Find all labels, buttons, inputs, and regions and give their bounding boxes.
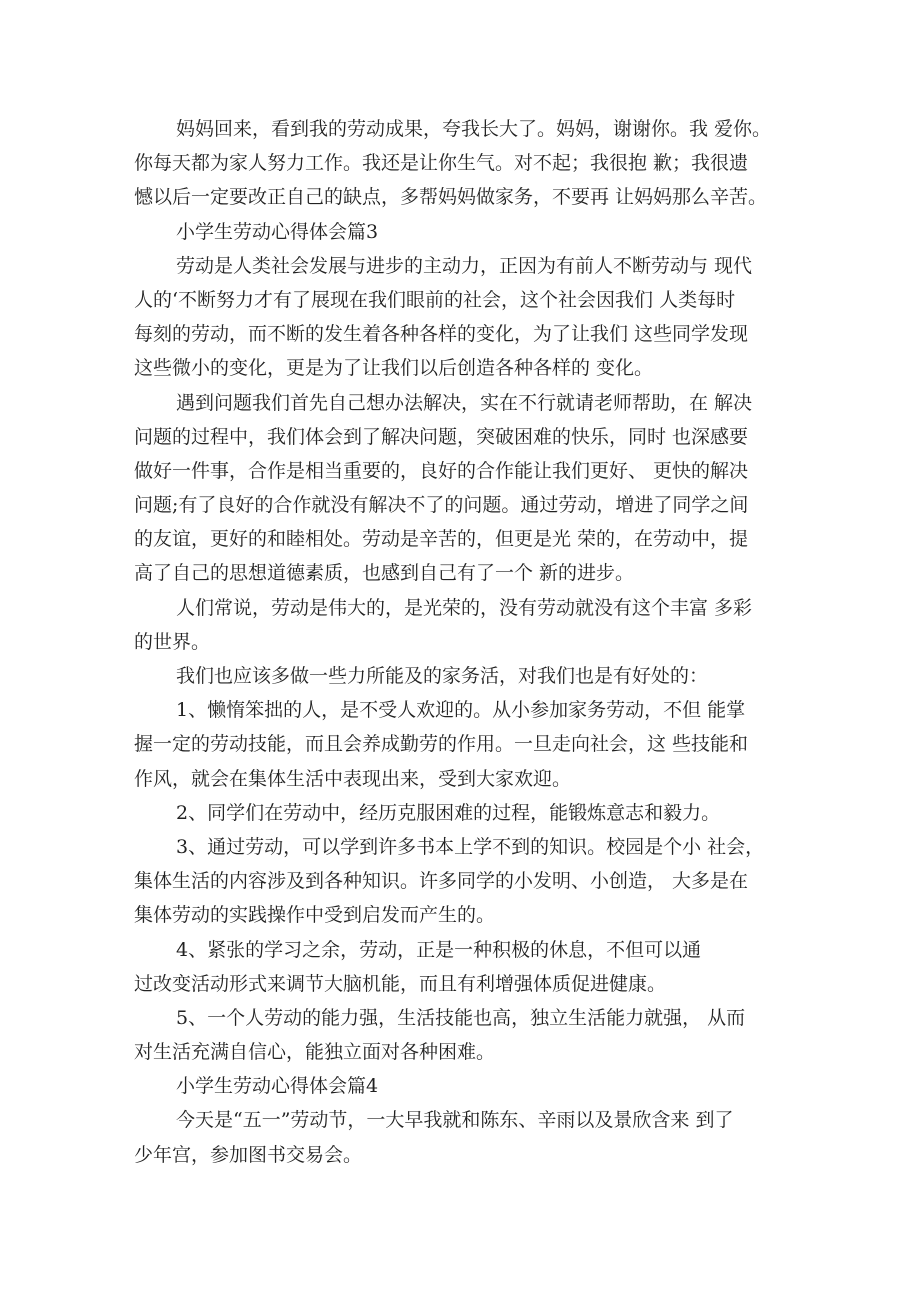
text-line: 集体生活的内容涉及到各种知识。许多同学的小发明、小创造， 大多是在 bbox=[134, 870, 749, 893]
list-item: 3、通过劳动，可以学到许多书本上学不到的知识。校园是个小 社会， bbox=[176, 835, 765, 858]
text-line: 过改变活动形式来调节大脑机能，而且有利增强体质促进健康。 bbox=[134, 972, 667, 995]
text-line: 你每天都为家人努力工作。我还是让你生气。对不起；我很抱 歉；我很遗 bbox=[134, 152, 749, 175]
document-body bbox=[134, 112, 814, 1172]
text-line: 这些微小的变化，更是为了让我们以后创造各种各样的 变化。 bbox=[134, 357, 654, 380]
text-line: 每刻的劳动，而不断的发生着各种各样的变化，为了让我们 这些同学发现 bbox=[134, 323, 749, 346]
text-line: 人的‘不断努力才有了展现在我们眼前的社会，这个社会因我们 人类每时 bbox=[134, 288, 736, 311]
text-line: 劳动是人类社会发展与进步的主动力，正因为有前人不断劳动与 现代 bbox=[176, 254, 753, 277]
text-line: 今天是“五一”劳动节，一大早我就和陈东、辛雨以及景欣含来 到了 bbox=[176, 1109, 734, 1132]
list-item: 5、一个人劳动的能力强，生活技能也高，独立生活能力就强， 从而 bbox=[176, 1006, 746, 1029]
text-line: 我们也应该多做一些力所能及的家务活，对我们也是有好处的： bbox=[176, 665, 709, 687]
text-line: 作风，就会在集体生活中表现出来，受到大家欢迎。 bbox=[134, 767, 572, 790]
text-line: 问题的过程中，我们体会到了解决问题，突破困难的快乐，同时 也深感要 bbox=[134, 425, 749, 448]
text-line: 少年宫，参加图书交易会。 bbox=[134, 1143, 363, 1166]
text-line: 憾以后一定要改正自己的缺点，多帮妈妈做家务，不要再 让妈妈那么辛苦。 bbox=[134, 186, 768, 209]
list-item: 4、紧张的学习之余，劳动，正是一种积极的休息，不但可以通 bbox=[176, 938, 702, 961]
text-line: 的世界。 bbox=[134, 630, 211, 653]
text-line: 集体劳动的实践操作中受到启发而产生的。 bbox=[134, 904, 496, 927]
text-line: 的友谊，更好的和睦相处。劳动是辛苦的，但更是光 荣的，在劳动中，提 bbox=[134, 528, 749, 551]
list-item: 1、懒惰笨拙的人，是不受人欢迎的。从小参加家务劳动，不但 能掌 bbox=[176, 699, 746, 722]
text-line: 做好一件事，合作是相当重要的，良好的合作能让我们更好、 更快的解决 bbox=[134, 459, 749, 482]
text-line: 高了自己的思想道德素质，也感到自己有了一个 新的进步。 bbox=[134, 562, 635, 585]
section-heading: 小学生劳动心得体会篇3 bbox=[176, 220, 379, 243]
text-line: 遇到问题我们首先自己想办法解决，实在不行就请老师帮助，在 解决 bbox=[176, 391, 753, 414]
text-line: 对生活充满自信心，能独立面对各种困难。 bbox=[134, 1041, 496, 1064]
section-heading: 小学生劳动心得体会篇4 bbox=[176, 1075, 379, 1098]
text-line: 问题;有了良好的合作就没有解决不了的问题。通过劳动，增进了同学之间 bbox=[134, 494, 749, 517]
text-line: 妈妈回来，看到我的劳动成果，夸我长大了。妈妈，谢谢你。我 爱你。 bbox=[176, 118, 772, 140]
text-line: 人们常说，劳动是伟大的，是光荣的，没有劳动就没有这个丰富 多彩 bbox=[176, 596, 753, 619]
text-line: 握一定的劳动技能，而且会养成勤劳的作用。一旦走向社会，这 些技能和 bbox=[134, 733, 749, 756]
list-item: 2、同学们在劳动中，经历克服困难的过程，能锻炼意志和毅力。 bbox=[176, 801, 721, 824]
